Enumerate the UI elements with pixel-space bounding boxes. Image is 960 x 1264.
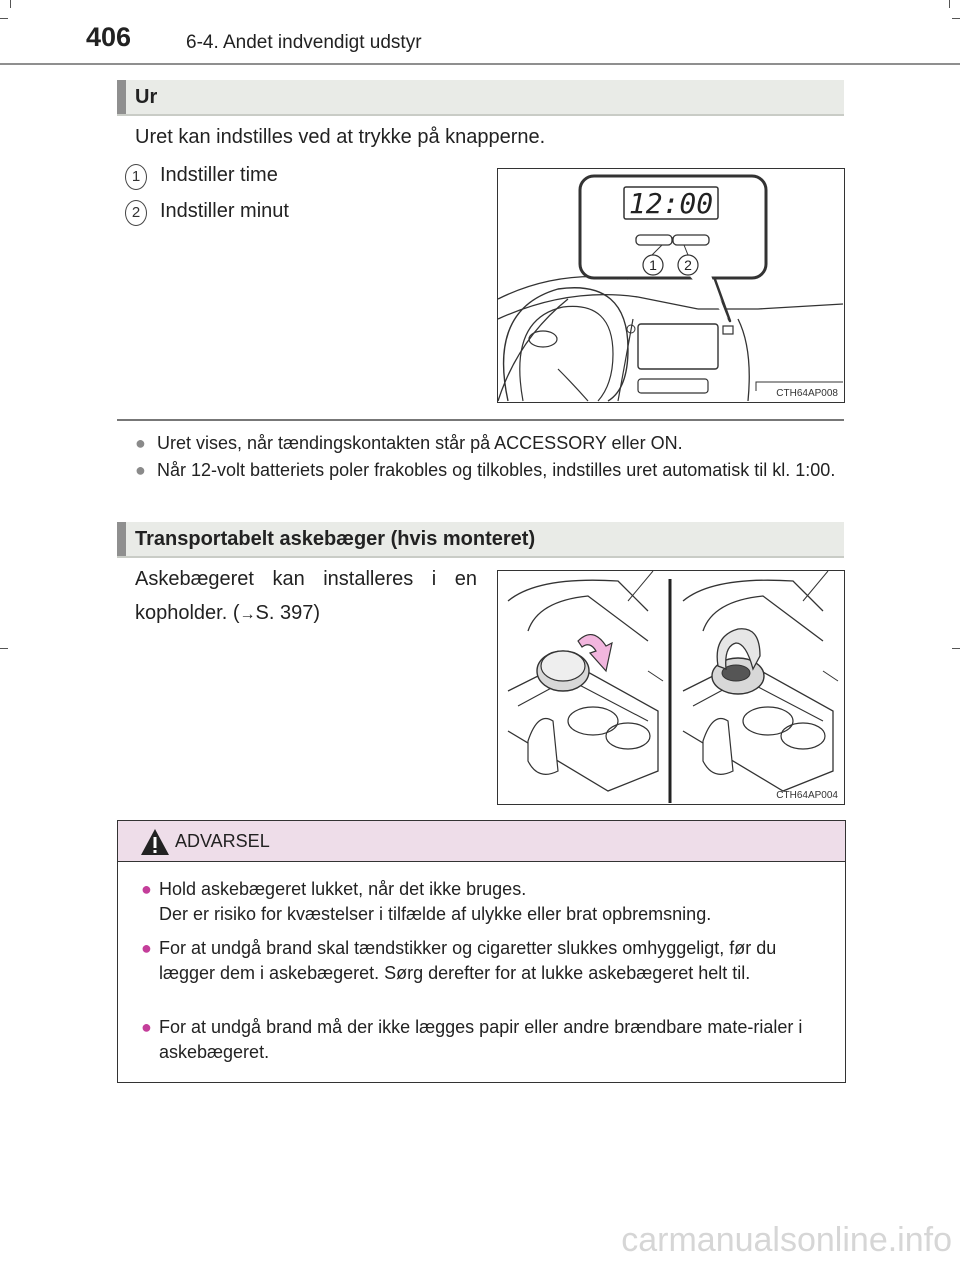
cupholder-illustration <box>498 571 844 804</box>
header-rule <box>0 63 960 65</box>
crop-mark <box>952 648 960 649</box>
clock-heading-text: Ur <box>135 86 158 108</box>
warning-text: For at undgå brand må der ikke lægges papir eller andre brændbare mate-rialer i askebægeret. <box>159 1017 803 1062</box>
bullet-icon: ● <box>141 938 152 958</box>
ashtray-heading <box>117 522 844 558</box>
bullet-icon: ● <box>135 460 146 480</box>
crop-mark <box>0 18 8 19</box>
crop-mark <box>0 648 8 649</box>
crop-mark <box>10 0 11 8</box>
ashtray-text-line1: Askebægeret kan installeres i en <box>135 568 477 590</box>
section-rule <box>117 419 844 421</box>
heading-accent <box>117 80 126 114</box>
clock-intro: Uret kan indstilles ved at trykke på knapperne. <box>135 126 546 148</box>
crop-mark <box>949 0 950 8</box>
clock-figure <box>497 168 845 403</box>
item-number-badge: 1 <box>125 164 147 190</box>
bullet-icon: ● <box>135 433 146 453</box>
ashtray-open-illustration <box>683 571 838 791</box>
crop-mark <box>952 18 960 19</box>
ashtray-closed-illustration <box>508 571 663 791</box>
figure-code: CTH64AP004 <box>776 790 838 801</box>
figure-code: CTH64AP008 <box>776 388 838 399</box>
arrow-icon: → <box>239 606 256 623</box>
warning-item <box>141 877 836 927</box>
item-number-badge: 2 <box>125 200 147 226</box>
item-label-minute: Indstiller minut <box>160 200 289 222</box>
item-label-hour: Indstiller time <box>160 164 278 186</box>
note-item <box>137 430 845 457</box>
note-item <box>137 457 845 484</box>
watermark-text: carmanualsonline.info <box>621 1221 952 1259</box>
warning-item <box>141 936 836 986</box>
ashtray-text-prefix: kopholder. ( <box>135 602 240 624</box>
note-text: Når 12-volt batteriets poler frakobles og tilkobles, indstilles uret automatisk til kl. 1:00. <box>157 460 836 480</box>
ashtray-figure <box>497 570 845 805</box>
callout-number-1: 1 <box>649 257 657 273</box>
dashboard-illustration <box>498 169 844 402</box>
warning-text: For at undgå brand skal tændstikker og cigaretter slukkes omhyggeligt, før du lægger dem i askebægeret. Sørg derefter for at lukke askebægeret helt til. <box>159 938 777 983</box>
ashtray-text-line2 <box>135 602 320 625</box>
note-text: Uret vises, når tændingskontakten står på ACCESSORY eller ON. <box>157 433 683 453</box>
warning-title: ADVARSEL <box>175 831 270 851</box>
clock-heading <box>117 80 844 116</box>
warning-header <box>118 821 845 862</box>
warning-triangle-icon <box>140 828 170 856</box>
page-number: 406 <box>86 22 132 52</box>
ashtray-text-suffix: S. 397) <box>255 602 320 624</box>
section-title: 6-4. Andet indvendigt udstyr <box>186 32 422 53</box>
callout-number-2: 2 <box>684 257 692 273</box>
clock-display-time: 12:00 <box>628 187 714 220</box>
warning-text: Hold askebægeret lukket, når det ikke bruges. <box>159 879 527 899</box>
ashtray-heading-text: Transportabelt askebæger (hvis monteret) <box>135 528 536 550</box>
heading-accent <box>117 522 126 556</box>
bullet-icon: ● <box>141 879 152 899</box>
bullet-icon: ● <box>141 1017 152 1037</box>
warning-text: Der er risiko for kvæstelser i tilfælde af ulykke eller brat opbremsning. <box>159 904 712 924</box>
warning-box <box>117 820 846 1083</box>
warning-item <box>141 1015 836 1065</box>
